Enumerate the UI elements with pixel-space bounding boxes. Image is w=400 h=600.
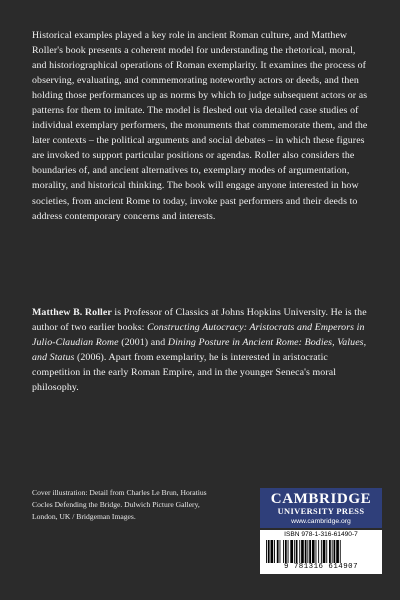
barcode-bar (309, 540, 311, 563)
publisher-url: www.cambridge.org (291, 518, 351, 525)
publisher-logo (260, 488, 382, 528)
barcode-bar (332, 540, 333, 563)
author-bio-text-2: (2001) and (118, 337, 168, 349)
book-blurb: Historical examples played a key role in ancient Roman culture, and Matthew Roller's book presents a coherent model for understanding the rhetorical, moral, and historiographical operations of Roman exemplarity. It examines the process of observing, evaluating, and commemorating noteworthy actors or deeds, and then holding those performances up as norms by which to judge subsequent actors or as patterns for them to imitate. The model is fleshed out via detailed case studies of individual exemplary performers, the monuments that commemorate them, and the later contexts – the political arguments and social debates – in which these figures are invoked to support particular positions or agendas. Roller also considers the boundaries of, and ancient alternatives to, exemplary modes of argumentation, morality, and historical thinking. The book will engage anyone interested in how societies, from ancient Rome to today, invoke past performers and their deeds to address contemporary concerns and interests. (32, 30, 368, 222)
barcode-bar (288, 540, 289, 563)
author-name: Matthew B. Roller (32, 307, 112, 318)
barcode-bar (305, 540, 307, 563)
barcode-bar (336, 540, 339, 563)
barcode-bar (290, 540, 293, 563)
barcode-bar (318, 540, 319, 563)
barcode-bar (271, 540, 274, 563)
barcode-bar (334, 540, 336, 563)
barcode-bar (323, 540, 326, 563)
publisher-name: CAMBRIDGE (270, 491, 372, 507)
isbn-label: ISBN 978-1-316-61490-7 (284, 531, 358, 538)
author-bio (32, 305, 372, 395)
barcode-bar (277, 540, 279, 563)
barcode-bar (321, 540, 322, 563)
barcode-digits: 9 781316 614907 (283, 563, 359, 571)
author-bio-text-3: (2006). Apart from exemplarity, he is interested in aristocratic competition in the early Roman Empire, and in the younger Seneca's moral philosophy. (32, 352, 337, 394)
barcode-bar (340, 540, 341, 563)
cover-illustration-credit: Cover illustration: Detail from Charles Le Brun, Horatius Cocles Defending the Bridge. Dulwich Picture Gallery, London, UK / Bridgeman Images. (32, 488, 207, 521)
barcode-bar (296, 540, 298, 563)
barcode-bar (299, 540, 300, 563)
book-title-2: Dining Posture in Ancient Rome: Bodies, Values, and Status (32, 337, 367, 364)
author-bio-text-1: is Professor of Classics at Johns Hopkins University. He is the author of two earlier books: (32, 307, 367, 334)
barcode-bars-icon (266, 540, 376, 563)
barcode-bar (316, 540, 317, 563)
barcode-bar (274, 540, 275, 563)
barcode-bar (329, 540, 331, 563)
barcode-bar (285, 540, 287, 563)
barcode-bar (312, 540, 315, 563)
barcode-bar (283, 540, 284, 563)
barcode-bar (307, 540, 308, 563)
barcode-bar (301, 540, 304, 563)
book-title-1: Constructing Autocracy: Aristocrats and Emperors in Julio-Claudian Rome (32, 322, 365, 349)
isbn-barcode (260, 530, 382, 574)
barcode-bar (268, 540, 270, 563)
barcode-bar (294, 540, 295, 563)
publisher-subtitle: UNIVERSITY PRESS (277, 507, 365, 516)
barcode-bar (266, 540, 267, 563)
barcode-bar (280, 540, 281, 563)
barcode-bar (326, 540, 327, 563)
